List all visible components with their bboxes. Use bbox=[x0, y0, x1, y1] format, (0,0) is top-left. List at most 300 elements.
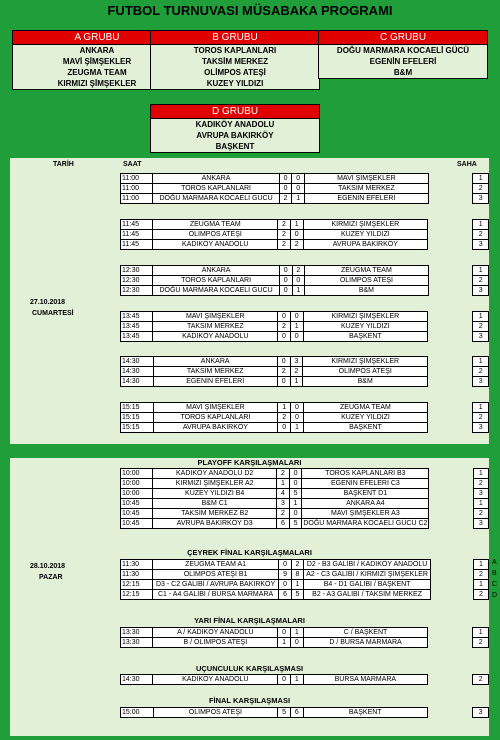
home-score: 0 bbox=[279, 174, 292, 184]
home-score: 2 bbox=[278, 240, 291, 250]
home-team: A / KADIKÖY ANADOLU bbox=[153, 628, 278, 638]
group-c-team: B&M bbox=[393, 68, 413, 77]
spacer bbox=[428, 174, 473, 184]
match-row bbox=[121, 675, 489, 685]
home-team: KADIKÖY ANADOLU bbox=[153, 332, 278, 342]
match-row bbox=[121, 423, 489, 433]
spacer bbox=[428, 276, 473, 286]
spacer bbox=[430, 560, 473, 570]
match-row bbox=[121, 489, 489, 499]
home-team: AVRUPA BAKIRKÖY bbox=[153, 423, 278, 433]
away-team: ANKARA A4 bbox=[302, 499, 429, 509]
away-score: 1 bbox=[290, 322, 303, 332]
match-row bbox=[121, 322, 489, 332]
match-row bbox=[121, 590, 489, 600]
away-team: KIRMIZI ŞİMŞEKLER bbox=[303, 220, 428, 230]
away-score: 1 bbox=[292, 194, 305, 204]
quarter-final-title: ÇEYREK FİNAL KARŞILAŞMALARI bbox=[187, 548, 312, 557]
match-row bbox=[121, 499, 489, 509]
away-score: 0 bbox=[289, 509, 302, 519]
home-score: 0 bbox=[279, 276, 292, 286]
playoff-title: PLAYOFF KARŞILAŞMALARI bbox=[197, 458, 302, 467]
match-table bbox=[120, 468, 489, 529]
away-team: MAVİ ŞİMŞEKLER A3 bbox=[302, 509, 429, 519]
match-time: 10:00 bbox=[121, 469, 153, 479]
away-team: BAŞKENT D1 bbox=[302, 489, 429, 499]
match-time: 10:00 bbox=[121, 489, 153, 499]
home-team: OLİMPOS ATEŞİ B1 bbox=[152, 570, 279, 580]
home-score: 5 bbox=[278, 708, 291, 718]
group-a-team: KIRMIZI ŞİMŞEKLER bbox=[57, 79, 137, 88]
home-score: 2 bbox=[277, 469, 290, 479]
group-b-box bbox=[150, 30, 320, 90]
away-team: BAŞKENT bbox=[303, 708, 427, 718]
field-number: 3 bbox=[473, 489, 488, 499]
match-time: 11:00 bbox=[121, 174, 153, 184]
field-number: 3 bbox=[473, 423, 489, 433]
match-time: 13:30 bbox=[121, 628, 153, 638]
away-team: KUZEY YILDIZI bbox=[303, 413, 427, 423]
spacer bbox=[428, 194, 473, 204]
spacer bbox=[428, 413, 473, 423]
match-time: 14:30 bbox=[121, 377, 154, 387]
match-row bbox=[121, 174, 489, 184]
quarter-letter: B bbox=[492, 570, 497, 577]
match-time: 11:00 bbox=[121, 194, 153, 204]
group-d-team: AVRUPA BAKIRKÖY bbox=[196, 131, 274, 140]
field-number: 1 bbox=[473, 174, 489, 184]
match-time: 12:30 bbox=[121, 286, 153, 296]
group-d-team: KADIKÖY ANADOLU bbox=[195, 120, 275, 129]
match-time: 13:45 bbox=[121, 312, 153, 322]
match-row bbox=[121, 184, 489, 194]
spacer bbox=[428, 423, 473, 433]
match-time: 11:45 bbox=[121, 220, 153, 230]
home-team: B / OLİMPOS ATEŞİ bbox=[153, 638, 278, 648]
away-team: KUZEY YILDIZI bbox=[303, 230, 428, 240]
away-score: 0 bbox=[292, 174, 305, 184]
quarter-letter: D bbox=[492, 592, 498, 599]
tarih-header: TARİH bbox=[53, 161, 74, 168]
home-team: OLİMPOS ATEŞİ bbox=[153, 230, 278, 240]
field-number: 2 bbox=[473, 184, 489, 194]
match-row bbox=[121, 230, 489, 240]
field-number: 2 bbox=[473, 276, 489, 286]
home-team: KUZEY YILDIZI B4 bbox=[153, 489, 277, 499]
match-row bbox=[121, 560, 489, 570]
away-score: 5 bbox=[289, 489, 302, 499]
away-team: TAKSİM MERKEZ bbox=[305, 184, 429, 194]
spacer bbox=[428, 322, 473, 332]
spacer bbox=[428, 240, 473, 250]
spacer bbox=[429, 469, 473, 479]
match-time: 11:45 bbox=[121, 230, 153, 240]
away-team: BAŞKENT bbox=[303, 423, 427, 433]
away-score: 1 bbox=[289, 499, 302, 509]
spacer bbox=[428, 230, 473, 240]
field-number: 1 bbox=[473, 266, 489, 276]
group-c-team: DOĞU MARMARA KOCAELİ GÜCÜ bbox=[336, 46, 470, 55]
spacer bbox=[429, 519, 473, 529]
field-number: 2 bbox=[473, 509, 488, 519]
away-team: D2 - B3 GALİBİ / KADIKÖY ANADOLU bbox=[304, 560, 431, 570]
away-score: 1 bbox=[291, 423, 304, 433]
spacer bbox=[428, 266, 473, 276]
away-team: B2 - A3 GALİBİ / TAKSİM MERKEZ bbox=[304, 590, 431, 600]
match-time: 10:45 bbox=[121, 519, 153, 529]
away-score: 1 bbox=[292, 286, 305, 296]
field-number: 2 bbox=[473, 322, 489, 332]
away-team: B4 - D1 GALİBİ / BAŞKENT bbox=[304, 580, 431, 590]
match-row bbox=[121, 194, 489, 204]
day1-weekday: CUMARTESİ bbox=[32, 310, 74, 317]
match-table bbox=[120, 559, 489, 600]
group-d-box bbox=[150, 104, 320, 153]
spacer bbox=[428, 367, 473, 377]
home-score: 6 bbox=[277, 519, 290, 529]
final-title: FİNAL KARŞILAŞMASI bbox=[208, 696, 291, 705]
home-score: 0 bbox=[277, 357, 290, 367]
away-score: 0 bbox=[289, 469, 302, 479]
home-score: 0 bbox=[279, 184, 292, 194]
home-score: 4 bbox=[277, 489, 290, 499]
match-time: 10:45 bbox=[121, 509, 153, 519]
away-score: 0 bbox=[292, 184, 305, 194]
home-score: 2 bbox=[278, 230, 291, 240]
field-number: 3 bbox=[473, 240, 489, 250]
home-team: TAKSİM MERKEZ B2 bbox=[153, 509, 277, 519]
field-number: 3 bbox=[473, 377, 489, 387]
match-row bbox=[121, 519, 489, 529]
group-c-header: C GRUBU bbox=[319, 31, 487, 45]
home-score: 0 bbox=[279, 266, 292, 276]
home-score: 1 bbox=[278, 638, 291, 648]
field-number: 2 bbox=[473, 413, 489, 423]
away-team: D / BURSA MARMARA bbox=[303, 638, 428, 648]
group-a-team: ANKARA bbox=[79, 46, 115, 55]
match-time: 14:30 bbox=[121, 357, 154, 367]
away-score: 0 bbox=[290, 332, 303, 342]
home-team: TOROS KAPLANLARI bbox=[153, 184, 279, 194]
spacer bbox=[428, 184, 473, 194]
third-place-title: UÇUNCULUK KARŞILAŞMASI bbox=[195, 664, 304, 673]
match-time: 15:15 bbox=[121, 413, 154, 423]
match-time: 15:15 bbox=[121, 423, 154, 433]
match-row bbox=[121, 312, 489, 322]
home-score: 3 bbox=[277, 499, 290, 509]
match-row bbox=[121, 469, 489, 479]
away-team: ZEUGMA TEAM bbox=[305, 266, 428, 276]
group-d-team: BAŞKENT bbox=[215, 142, 255, 151]
home-score: 2 bbox=[278, 413, 291, 423]
field-number: 3 bbox=[473, 708, 489, 718]
match-time: 15:15 bbox=[121, 403, 154, 413]
away-team: BAŞKENT bbox=[303, 332, 428, 342]
spacer bbox=[428, 675, 473, 685]
home-score: 1 bbox=[277, 479, 290, 489]
day1-date: 27.10.2018 bbox=[30, 299, 66, 306]
away-score: 2 bbox=[290, 367, 303, 377]
home-score: 0 bbox=[277, 377, 290, 387]
home-score: 0 bbox=[278, 628, 291, 638]
home-team: TAKSİM MERKEZ bbox=[153, 322, 278, 332]
day2-weekday: PAZAR bbox=[39, 574, 63, 581]
home-score: 0 bbox=[278, 332, 291, 342]
match-row bbox=[121, 220, 489, 230]
group-b-team: OLİMPOS ATEŞİ bbox=[204, 68, 266, 77]
away-score: 0 bbox=[291, 403, 304, 413]
away-score: 8 bbox=[291, 570, 303, 580]
away-team: BURSA MARMARA bbox=[303, 675, 427, 685]
spacer bbox=[428, 332, 473, 342]
spacer bbox=[428, 638, 473, 648]
group-c-box bbox=[318, 30, 488, 79]
match-time: 13:30 bbox=[121, 638, 153, 648]
home-team: DOĞU MARMARA KOCAELİ GÜCÜ bbox=[153, 194, 279, 204]
home-score: 0 bbox=[279, 286, 292, 296]
match-time: 12:15 bbox=[121, 590, 153, 600]
match-time: 12:30 bbox=[121, 266, 153, 276]
away-score: 2 bbox=[291, 560, 303, 570]
home-team: EGENİN EFELERİ bbox=[153, 377, 277, 387]
away-score: 0 bbox=[289, 479, 302, 489]
match-time: 14:30 bbox=[121, 675, 153, 685]
home-team: ANKARA bbox=[153, 174, 279, 184]
match-table bbox=[120, 627, 489, 648]
home-team: DOĞU MARMARA KOCAELİ GÜCÜ bbox=[153, 286, 279, 296]
day2-panel bbox=[10, 458, 498, 736]
match-row bbox=[121, 357, 489, 367]
away-team: DOĞU MARMARA KOCAELİ GÜCÜ C2 bbox=[303, 520, 428, 527]
match-row bbox=[121, 638, 489, 648]
away-team: KUZEY YILDIZI bbox=[303, 322, 428, 332]
home-score: 2 bbox=[278, 220, 291, 230]
home-score: 0 bbox=[279, 560, 291, 570]
spacer bbox=[429, 489, 473, 499]
spacer bbox=[430, 580, 473, 590]
away-score: 2 bbox=[290, 240, 303, 250]
match-row bbox=[121, 276, 489, 286]
spacer bbox=[429, 499, 473, 509]
home-score: 2 bbox=[279, 194, 292, 204]
away-team: EGENİN EFELERİ C3 bbox=[302, 479, 429, 489]
page-title: FUTBOL TURNUVASI MÜSABAKA PROGRAMI bbox=[107, 3, 393, 18]
match-table bbox=[120, 265, 489, 296]
match-table bbox=[120, 674, 489, 685]
home-team: C1 - A4 GALİBİ / BURSA MARMARA bbox=[152, 590, 279, 600]
day2-date: 28.10.2018 bbox=[30, 563, 66, 570]
field-number: 1 bbox=[473, 220, 489, 230]
match-row bbox=[121, 377, 489, 387]
home-team: TOROS KAPLANLARI bbox=[153, 276, 279, 286]
away-score: 1 bbox=[290, 628, 303, 638]
match-row bbox=[121, 509, 489, 519]
spacer bbox=[428, 628, 473, 638]
away-score: 6 bbox=[290, 708, 303, 718]
match-row bbox=[121, 332, 489, 342]
match-time: 11:45 bbox=[121, 240, 153, 250]
away-score: 3 bbox=[290, 357, 303, 367]
home-team: TOROS KAPLANLARI bbox=[153, 413, 278, 423]
group-c-team: EGENİN EFELERİ bbox=[369, 57, 437, 66]
field-number: 3 bbox=[473, 286, 489, 296]
away-score: 1 bbox=[290, 675, 303, 685]
quarter-letter: A bbox=[492, 559, 497, 566]
spacer bbox=[427, 708, 473, 718]
match-row bbox=[121, 367, 489, 377]
home-team: OLİMPOS ATEŞİ bbox=[153, 708, 278, 718]
away-score: 0 bbox=[290, 638, 303, 648]
field-number: 2 bbox=[473, 570, 488, 580]
group-a-team: ZEUGMA TEAM bbox=[67, 68, 127, 77]
away-team: TOROS KAPLANLARI B3 bbox=[302, 469, 429, 479]
group-a-header: A GRUBU bbox=[13, 31, 181, 45]
home-team: ZEUGMA TEAM A1 bbox=[152, 560, 279, 570]
home-team: KIRMIZI ŞİMŞEKLER A2 bbox=[153, 479, 277, 489]
field-number: 2 bbox=[473, 367, 489, 377]
home-score: 1 bbox=[278, 403, 291, 413]
group-a-team: MAVİ ŞİMŞEKLER bbox=[62, 57, 132, 66]
field-number: 3 bbox=[473, 519, 488, 529]
match-time: 13:45 bbox=[121, 332, 153, 342]
home-team: MAVİ ŞİMŞEKLER bbox=[153, 312, 278, 322]
match-row bbox=[121, 580, 489, 590]
field-number: 1 bbox=[473, 580, 488, 590]
match-row bbox=[121, 403, 489, 413]
match-time: 12:15 bbox=[121, 580, 153, 590]
group-b-team: KUZEY YILDIZI bbox=[206, 79, 264, 88]
home-team: TAKSİM MERKEZ bbox=[153, 367, 277, 377]
field-number: 2 bbox=[473, 479, 488, 489]
spacer bbox=[428, 312, 473, 322]
spacer bbox=[429, 479, 473, 489]
home-team: AVRUPA BAKIRKÖY D3 bbox=[153, 519, 277, 529]
match-row bbox=[121, 479, 489, 489]
home-score: 6 bbox=[279, 590, 291, 600]
away-score: 2 bbox=[292, 266, 305, 276]
field-number: 2 bbox=[473, 590, 488, 600]
away-score: 1 bbox=[291, 580, 303, 590]
home-score: 0 bbox=[278, 423, 291, 433]
away-score: 0 bbox=[290, 230, 303, 240]
home-score: 2 bbox=[277, 367, 290, 377]
home-score: 2 bbox=[278, 322, 291, 332]
match-table bbox=[120, 173, 489, 204]
home-score: 0 bbox=[279, 580, 291, 590]
away-team: C / BAŞKENT bbox=[303, 628, 428, 638]
away-score: 1 bbox=[290, 220, 303, 230]
field-number: 2 bbox=[473, 638, 489, 648]
away-score: 1 bbox=[290, 377, 303, 387]
home-score: 9 bbox=[279, 570, 291, 580]
match-table bbox=[120, 707, 489, 718]
group-b-team: TAKSİM MERKEZ bbox=[201, 57, 269, 66]
quarter-letter: C bbox=[492, 581, 498, 588]
spacer bbox=[430, 570, 473, 580]
match-time: 10:00 bbox=[121, 479, 153, 489]
field-number: 2 bbox=[473, 230, 489, 240]
match-row bbox=[121, 628, 489, 638]
field-number: 1 bbox=[473, 628, 489, 638]
spacer bbox=[430, 590, 473, 600]
match-time: 11:30 bbox=[121, 570, 153, 580]
field-number: 1 bbox=[473, 403, 489, 413]
home-score: 0 bbox=[278, 675, 291, 685]
home-team: B&M C1 bbox=[153, 499, 277, 509]
match-row bbox=[121, 708, 489, 718]
away-team: AVRUPA BAKIRKÖY bbox=[303, 240, 428, 250]
match-time: 10:45 bbox=[121, 499, 153, 509]
field-number: 2 bbox=[473, 675, 489, 685]
match-row bbox=[121, 570, 489, 580]
match-table bbox=[120, 356, 489, 387]
match-time: 13:45 bbox=[121, 322, 153, 332]
field-number: 1 bbox=[473, 499, 488, 509]
away-score: 5 bbox=[291, 590, 303, 600]
home-team: KADIKÖY ANADOLU bbox=[153, 675, 278, 685]
group-b-header: B GRUBU bbox=[151, 31, 319, 45]
away-score: 5 bbox=[289, 519, 302, 529]
spacer bbox=[428, 403, 473, 413]
home-team: ZEUGMA TEAM bbox=[153, 220, 278, 230]
match-time: 14:30 bbox=[121, 367, 154, 377]
home-score: 2 bbox=[277, 509, 290, 519]
away-score: 0 bbox=[290, 312, 303, 322]
spacer bbox=[428, 377, 473, 387]
away-team: B&M bbox=[305, 286, 428, 296]
spacer bbox=[428, 357, 473, 367]
group-b-team: TOROS KAPLANLARI bbox=[193, 46, 277, 55]
match-table bbox=[120, 219, 489, 250]
match-row bbox=[121, 266, 489, 276]
field-number: 1 bbox=[473, 560, 488, 570]
away-team: OLİMPOS ATEŞİ bbox=[303, 367, 428, 377]
match-time: 11:30 bbox=[121, 560, 153, 570]
field-number: 1 bbox=[473, 469, 488, 479]
match-time: 11:00 bbox=[121, 184, 153, 194]
away-score: 0 bbox=[291, 413, 304, 423]
match-time: 12:30 bbox=[121, 276, 153, 286]
away-team: ZEUGMA TEAM bbox=[303, 403, 427, 413]
group-d-header: D GRUBU bbox=[151, 105, 319, 119]
match-row bbox=[121, 413, 489, 423]
home-team: KADIKÖY ANADOLU bbox=[153, 240, 278, 250]
field-number: 1 bbox=[473, 357, 489, 367]
match-table bbox=[120, 402, 489, 433]
field-number: 1 bbox=[473, 312, 489, 322]
away-team: B&M bbox=[303, 377, 428, 387]
home-team: MAVİ ŞİMŞEKLER bbox=[153, 403, 278, 413]
home-team: KADIKÖY ANADOLU D2 bbox=[153, 469, 277, 479]
saat-header: SAAT bbox=[123, 161, 142, 168]
away-team: KIRMIZI ŞİMŞEKLER bbox=[303, 357, 428, 367]
semi-final-title: YARI FİNAL KARŞILAŞMALARI bbox=[194, 616, 305, 625]
saha-header: SAHA bbox=[457, 161, 477, 168]
away-team: MAVİ ŞİMŞEKLER bbox=[305, 174, 429, 184]
match-table bbox=[120, 311, 489, 342]
match-time: 15:00 bbox=[121, 708, 154, 718]
away-team: EGENİN EFELERİ bbox=[305, 194, 429, 204]
home-score: 0 bbox=[278, 312, 291, 322]
field-number: 3 bbox=[473, 332, 489, 342]
away-team: KIRMIZI ŞİMŞEKLER bbox=[303, 312, 428, 322]
spacer bbox=[429, 509, 473, 519]
spacer bbox=[428, 286, 473, 296]
day1-panel bbox=[10, 158, 489, 444]
away-score: 0 bbox=[292, 276, 305, 286]
away-team: OLİMPOS ATEŞİ bbox=[305, 276, 428, 286]
spacer bbox=[428, 220, 473, 230]
